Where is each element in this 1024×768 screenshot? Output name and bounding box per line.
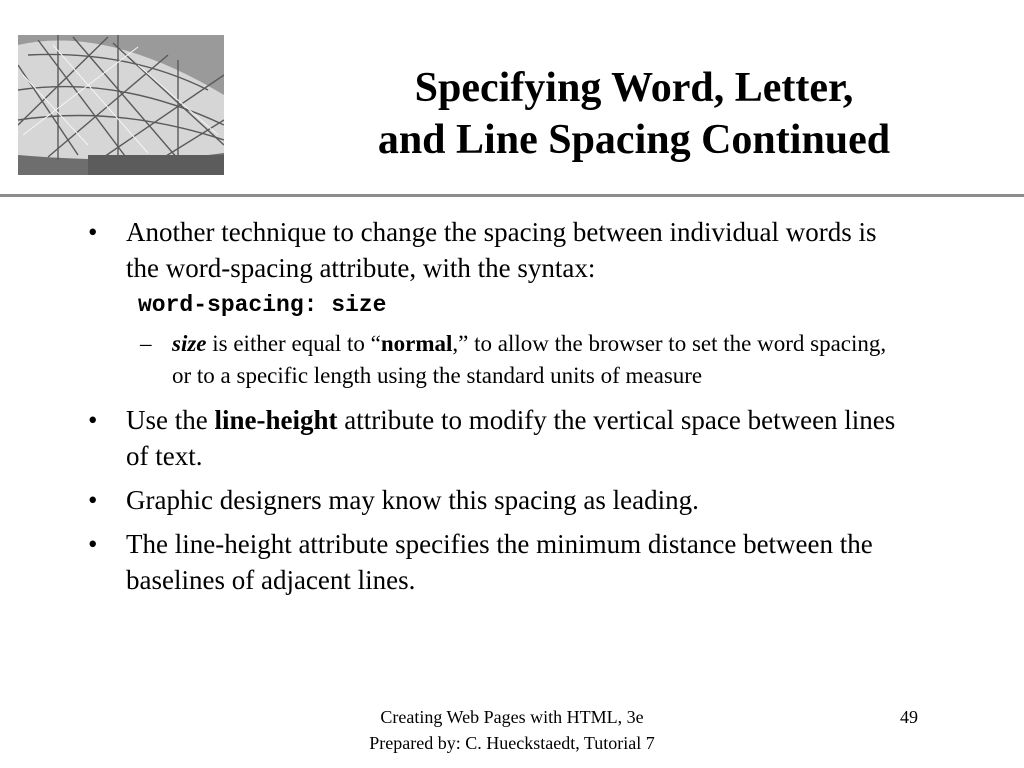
bullet-text: Another technique to change the spacing between individual words is the word-spacing attribute, with the syntax: [126, 217, 877, 283]
footer-course: Creating Web Pages with HTML, 3e [380, 707, 644, 727]
bullet-marker: • [88, 529, 98, 559]
page-number: 49 [900, 707, 918, 727]
footer-author: Prepared by: C. Hueckstaedt, Tutorial 7 [369, 733, 655, 753]
bullet-text: The line-height attribute specifies the minimum distance between the baselines of adjacent lines. [126, 529, 873, 595]
bullet-text: Graphic designers may know this spacing as leading. [126, 485, 699, 515]
slide-title-line-2: and Line Spacing Continued [377, 117, 891, 163]
sub-bullet-keyword: normal [380, 331, 453, 356]
bullet-marker: • [88, 405, 98, 435]
code-syntax: word-spacing: size [138, 292, 387, 318]
bullet-item [88, 526, 908, 598]
slide-title [250, 62, 1018, 166]
bullet-item [88, 402, 908, 474]
title-divider [0, 194, 1024, 197]
bullet-text-start: Use the [126, 405, 215, 435]
bullet-marker: • [88, 485, 98, 515]
slide-title-line-1: Specifying Word, Letter, [414, 65, 854, 111]
bullet-marker: • [88, 217, 98, 247]
slide-footer [300, 704, 724, 756]
logo-image [18, 35, 224, 175]
bullet-text-end: attribute to modify the vertical space between lines of text. [126, 405, 896, 471]
bullet-item [88, 482, 908, 518]
sub-bullet-item [140, 328, 908, 392]
sub-bullet-marker: – [140, 331, 152, 356]
sub-bullet-text-end: ,” to allow the browser to set the word spacing, or to a specific length using the standard units of measure [172, 331, 887, 388]
bullet-item [88, 214, 908, 286]
radio-telescope-dish-icon [18, 35, 224, 175]
slide-body [88, 214, 908, 598]
bullet-keyword: line-height [214, 405, 338, 435]
sub-bullet-text-mid: is either equal to “ [206, 331, 381, 356]
sub-bullet-term: size [172, 331, 207, 356]
